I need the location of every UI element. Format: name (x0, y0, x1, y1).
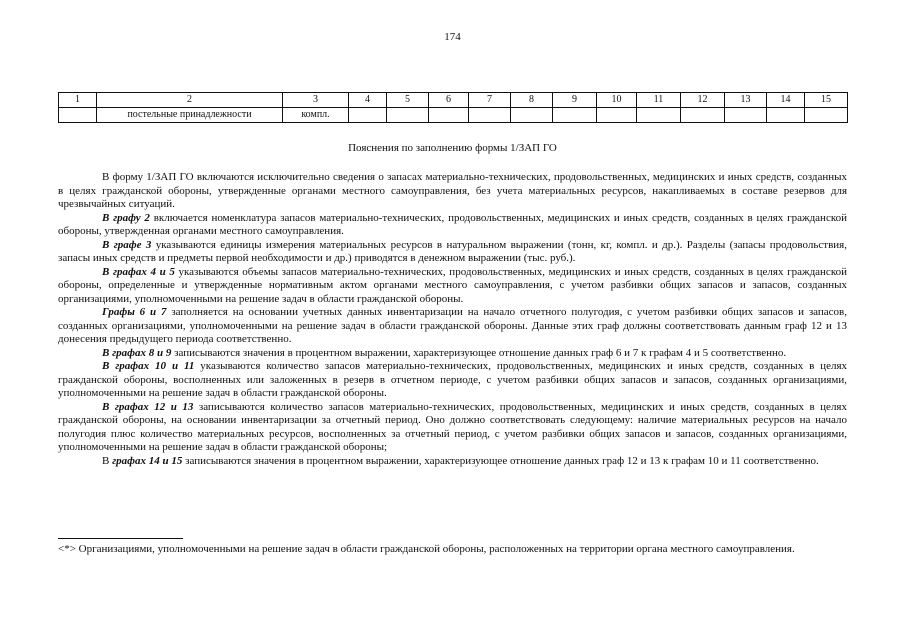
paragraph-lead: В графах 12 и 13 (102, 400, 194, 413)
table-header-cell: 5 (387, 93, 429, 108)
table-header-row (59, 93, 848, 108)
explanation-text (58, 171, 847, 468)
footnote-divider (58, 538, 183, 539)
table-header-cell: 4 (349, 93, 387, 108)
paragraph-columns-8-9: В графах 8 и 9 записываются значения в процентном выражении, характеризующее отношение данных граф 6 и 7 к графам 4 и 5 соответственно. (102, 346, 787, 359)
table-header-cell: 12 (681, 93, 725, 108)
table-header-cell: 10 (597, 93, 637, 108)
paragraph-columns-14-15: В графах 14 и 15 записываются значения в процентном выражении, характеризующее отношение данных граф 12 и 13 к графам 10 и 11 соответственно. (102, 454, 819, 467)
footnote: <*> Организациями, уполномоченными на решение задач в области гражданской обороны, расположенных на территории органа местного самоуправления. (58, 543, 795, 555)
table-cell (681, 108, 725, 123)
table-cell (767, 108, 805, 123)
table-header-cell: 15 (805, 93, 848, 108)
table-header-cell: 1 (59, 93, 97, 108)
table-row (59, 108, 848, 123)
table-cell (349, 108, 387, 123)
table-cell (597, 108, 637, 123)
table-header-cell: 8 (511, 93, 553, 108)
table-cell: компл. (283, 108, 349, 123)
table-cell (805, 108, 848, 123)
paragraph-columns-10-11: В графах 10 и 11 указываются количество запасов материально-технических, продовольственных, медицинских и иных средств, созданных в целях гражданской обороны, восполненных или заложенных в резерв в отчетном периоде, с учетом разбивки общих запасов и запасов, созданных организациями, уполномоченными на решение задач в области гражданской обороны. (58, 360, 847, 399)
paragraph-lead: В графе 3 (102, 238, 152, 251)
table-cell (553, 108, 597, 123)
table-cell (469, 108, 511, 123)
table-header-cell: 11 (637, 93, 681, 108)
table-header-cell: 3 (283, 93, 349, 108)
table-header-cell: 7 (469, 93, 511, 108)
paragraph-lead: В графу 2 (102, 211, 150, 224)
table-cell (387, 108, 429, 123)
paragraph-column-2: В графу 2 включается номенклатура запасов материально-технических, продовольственных, медицинских и иных средств, созданных в целях гражданской обороны, утвержденная органами местного самоуправления. (58, 211, 847, 237)
paragraph-columns-4-5: В графах 4 и 5 указываются объемы запасов материально-технических, продовольственных, медицинских и иных средств, созданных в целях гражданской обороны, определенные и утвержденные нормативным актом органами местного самоуправления, с учетом разбивки общих запасов и запасов, созданных организациями, уполномоченными на решение задач в области гражданской обороны. (58, 265, 847, 305)
paragraph-columns-12-13: В графах 12 и 13 записываются количество запасов материально-технических, продовольственных, медицинских и иных средств, созданных в целях гражданской обороны, на основании инвентаризации за отчетный период. Оно должно соответствовать следующему: наличие материальных ресурсов на начало полугодия плюс количество материальных ресурсов, восполненных за отчетный период, с учетом разбивки общих запасов и запасов, созданных организациями, уполномоченными на решение задач в области гражданской обороны; (58, 400, 847, 453)
table-cell (429, 108, 469, 123)
table-header-cell: 6 (429, 93, 469, 108)
table-cell (725, 108, 767, 123)
paragraph-lead: В графах 10 и 11 (102, 360, 195, 372)
page-number: 174 (444, 31, 461, 43)
table-cell (511, 108, 553, 123)
table-cell (637, 108, 681, 123)
table-header-cell: 9 (553, 93, 597, 108)
table-header-cell: 13 (725, 93, 767, 108)
paragraph-lead: Графы 6 и 7 (102, 306, 167, 318)
table-header-cell: 14 (767, 93, 805, 108)
paragraph-lead: графах 14 и 15 (112, 454, 183, 467)
paragraph-columns-6-7: Графы 6 и 7 заполняется на основании учетных данных инвентаризации на начало отчетного полугодия, с учетом разбивки общих запасов и запасов, созданных организациями, уполномоченными на решение задач в области гражданской обороны. Данные этих граф должны соответствовать данным граф 12 и 13 донесения предыдущего периода соответственно. (58, 306, 848, 345)
paragraph-intro: В форму 1/ЗАП ГО включаются исключительно сведения о запасах материально-технических, продовольственных, медицинских и иных средств, созданных в целях гражданской обороны, утвержденные органами местного самоуправления, без учета материальных ресурсов, накапливаемых в составе резервов для чрезвычайных ситуаций. (58, 171, 847, 210)
data-table (58, 92, 848, 123)
section-title: Пояснения по заполнению формы 1/ЗАП ГО (348, 142, 557, 154)
paragraph-lead: В графах 4 и 5 (102, 265, 175, 278)
table-header-cell: 2 (97, 93, 283, 108)
table-cell: постельные принадлежности (97, 108, 283, 123)
paragraph-lead: В графах 8 и 9 (102, 346, 172, 359)
paragraph-column-3: В графе 3 указываются единицы измерения материальных ресурсов в натуральном выражении (тонн, кг, компл. и др.). Разделы (запасы продовольствия, запасы иных средств и предметы первой необходимости и др.) приводятся в денежном выражении (тыс. руб.). (58, 238, 847, 264)
table-cell (59, 108, 97, 123)
